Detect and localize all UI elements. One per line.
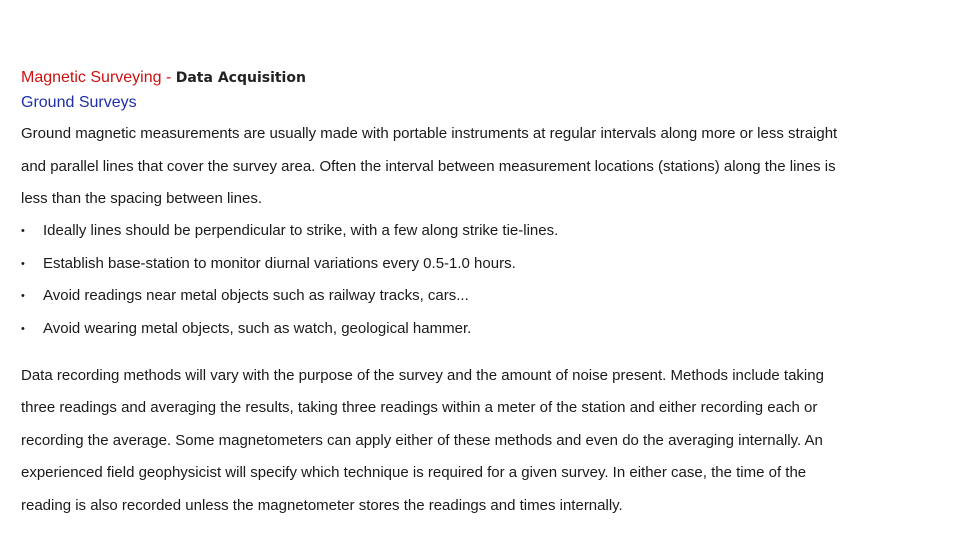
slide-title — [21, 68, 306, 88]
intro-line: less than the spacing between lines. — [21, 190, 262, 207]
title-main: Magnetic Surveying - — [21, 69, 176, 86]
closing-line: recording the average. Some magnetometers can apply either of these methods and even do the averaging internally. An — [21, 432, 823, 449]
intro-line: Ground magnetic measurements are usually made with portable instruments at regular intervals along more or less straight — [21, 125, 838, 142]
bullet-text: Establish base-station to monitor diurnal variations every 0.5-1.0 hours. — [43, 255, 516, 272]
bullet-text: Ideally lines should be perpendicular to strike, with a few along strike tie-lines. — [43, 222, 559, 239]
closing-line: Data recording methods will vary with the purpose of the survey and the amount of noise present. Methods include taking — [21, 367, 824, 384]
closing-line: three readings and averaging the results, taking three readings within a meter of the station and either recording each or — [21, 399, 818, 416]
bullet-text: Avoid wearing metal objects, such as watch, geological hammer. — [43, 320, 472, 337]
bullet-item — [21, 221, 558, 241]
closing-line: experienced field geophysicist will specify which technique is required for a given survey. In either case, the time of the — [21, 464, 807, 481]
bullet-item — [21, 286, 469, 306]
intro-line: and parallel lines that cover the survey area. Often the interval between measurement locations (stations) along the lines is — [21, 158, 836, 175]
bullet-icon: • — [21, 258, 25, 270]
bullet-item — [21, 319, 471, 339]
closing-line: reading is also recorded unless the magnetometer stores the readings and times internally. — [21, 497, 623, 514]
slide-subtitle: Ground Surveys — [21, 94, 137, 111]
bullet-icon: • — [21, 225, 25, 237]
bullet-text: Avoid readings near metal objects such as railway tracks, cars... — [43, 287, 469, 304]
bullet-icon: • — [21, 290, 25, 302]
bullet-icon: • — [21, 323, 25, 335]
title-sub: Data Acquisition — [175, 70, 306, 86]
bullet-item — [21, 254, 516, 274]
